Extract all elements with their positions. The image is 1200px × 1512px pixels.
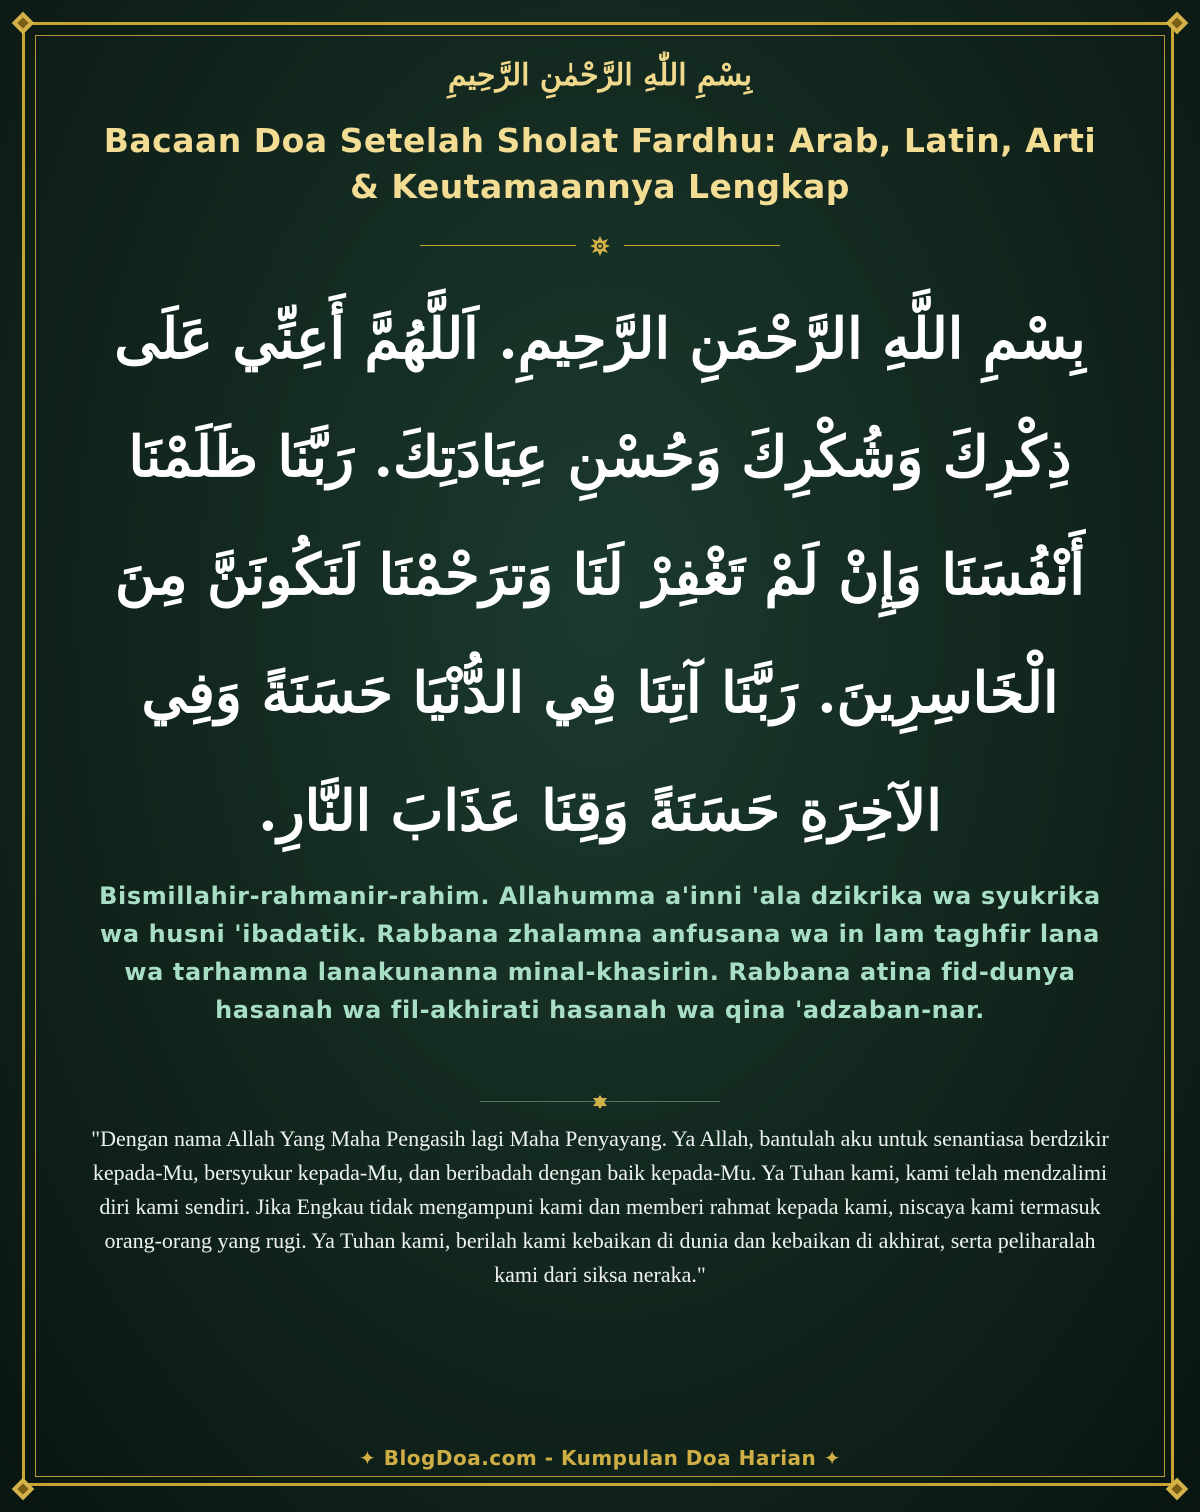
footer-credit: ✦ BlogDoa.com - Kumpulan Doa Harian ✦ xyxy=(358,1446,841,1470)
bismillah-heading: بِسْمِ اللّٰهِ الرَّحْمٰنِ الرَّحِيمِ xyxy=(447,58,753,93)
indonesian-translation: "Dengan nama Allah Yang Maha Pengasih lagi Maha Penyayang. Ya Allah, bantulah aku untuk senantiasa berdzikir kepada-Mu, bersyukur kepada-Mu, dan beribadah dengan baik kepada-Mu. Ya Tuhan kami, kami telah mendzalimi diri kami sendiri. Jika Engkau tidak mengampuni kami dan memberi rahmat kepada kami, niscaya kami termasuk orang-orang yang rugi. Ya Tuhan kami, berilah kami kebaikan di dunia dan kebaikan di akhirat, serta peliharalah kami dari siksa neraka." xyxy=(91,1126,1109,1287)
ornament-divider xyxy=(420,234,780,258)
divider-line xyxy=(624,245,780,246)
page-title: Bacaan Doa Setelah Sholat Fardhu: Arab, Latin, Arti & Keutamaannya Lengkap xyxy=(103,121,1097,206)
section-divider xyxy=(480,1094,720,1110)
arabic-prayer-text: بِسْمِ اللَّهِ الرَّحْمَنِ الرَّحِيمِ. اَللَّهُمَّ أَعِنِّي عَلَى ذِكْرِكَ وَشُكْرِكَ وَحُسْنِ عِبَادَتِكَ. رَبَّنَا ظَلَمْنَا أَنْفُسَنَا وَإِنْ لَمْ تَغْفِرْ لَنَا وَترَحْمْنَا لَنَكُونَنَّ مِنَ الْخَاسِرِينَ. رَبَّنَا آتِنَا فِي الدُّنْيَا حَسَنَةً وَفِي الآخِرَةِ حَسَنَةً وَقِنَا عَذَابَ النَّارِ. xyxy=(114,306,1086,844)
eight-point-star-icon xyxy=(590,236,610,256)
diamond-icon xyxy=(593,1095,607,1109)
divider-line xyxy=(420,245,576,246)
latin-transliteration: Bismillahir-rahmanir-rahim. Allahumma a'inni 'ala dzikrika wa syukrika wa husni 'ibadatik. Rabbana zhalamna anfusana wa in lam taghfir lana wa tarhamna lanakunanna minal-khasirin. Rabbana atina fid-dunya hasanah wa fil-akhirati hasanah wa qina 'adzaban-nar. xyxy=(99,882,1101,1024)
